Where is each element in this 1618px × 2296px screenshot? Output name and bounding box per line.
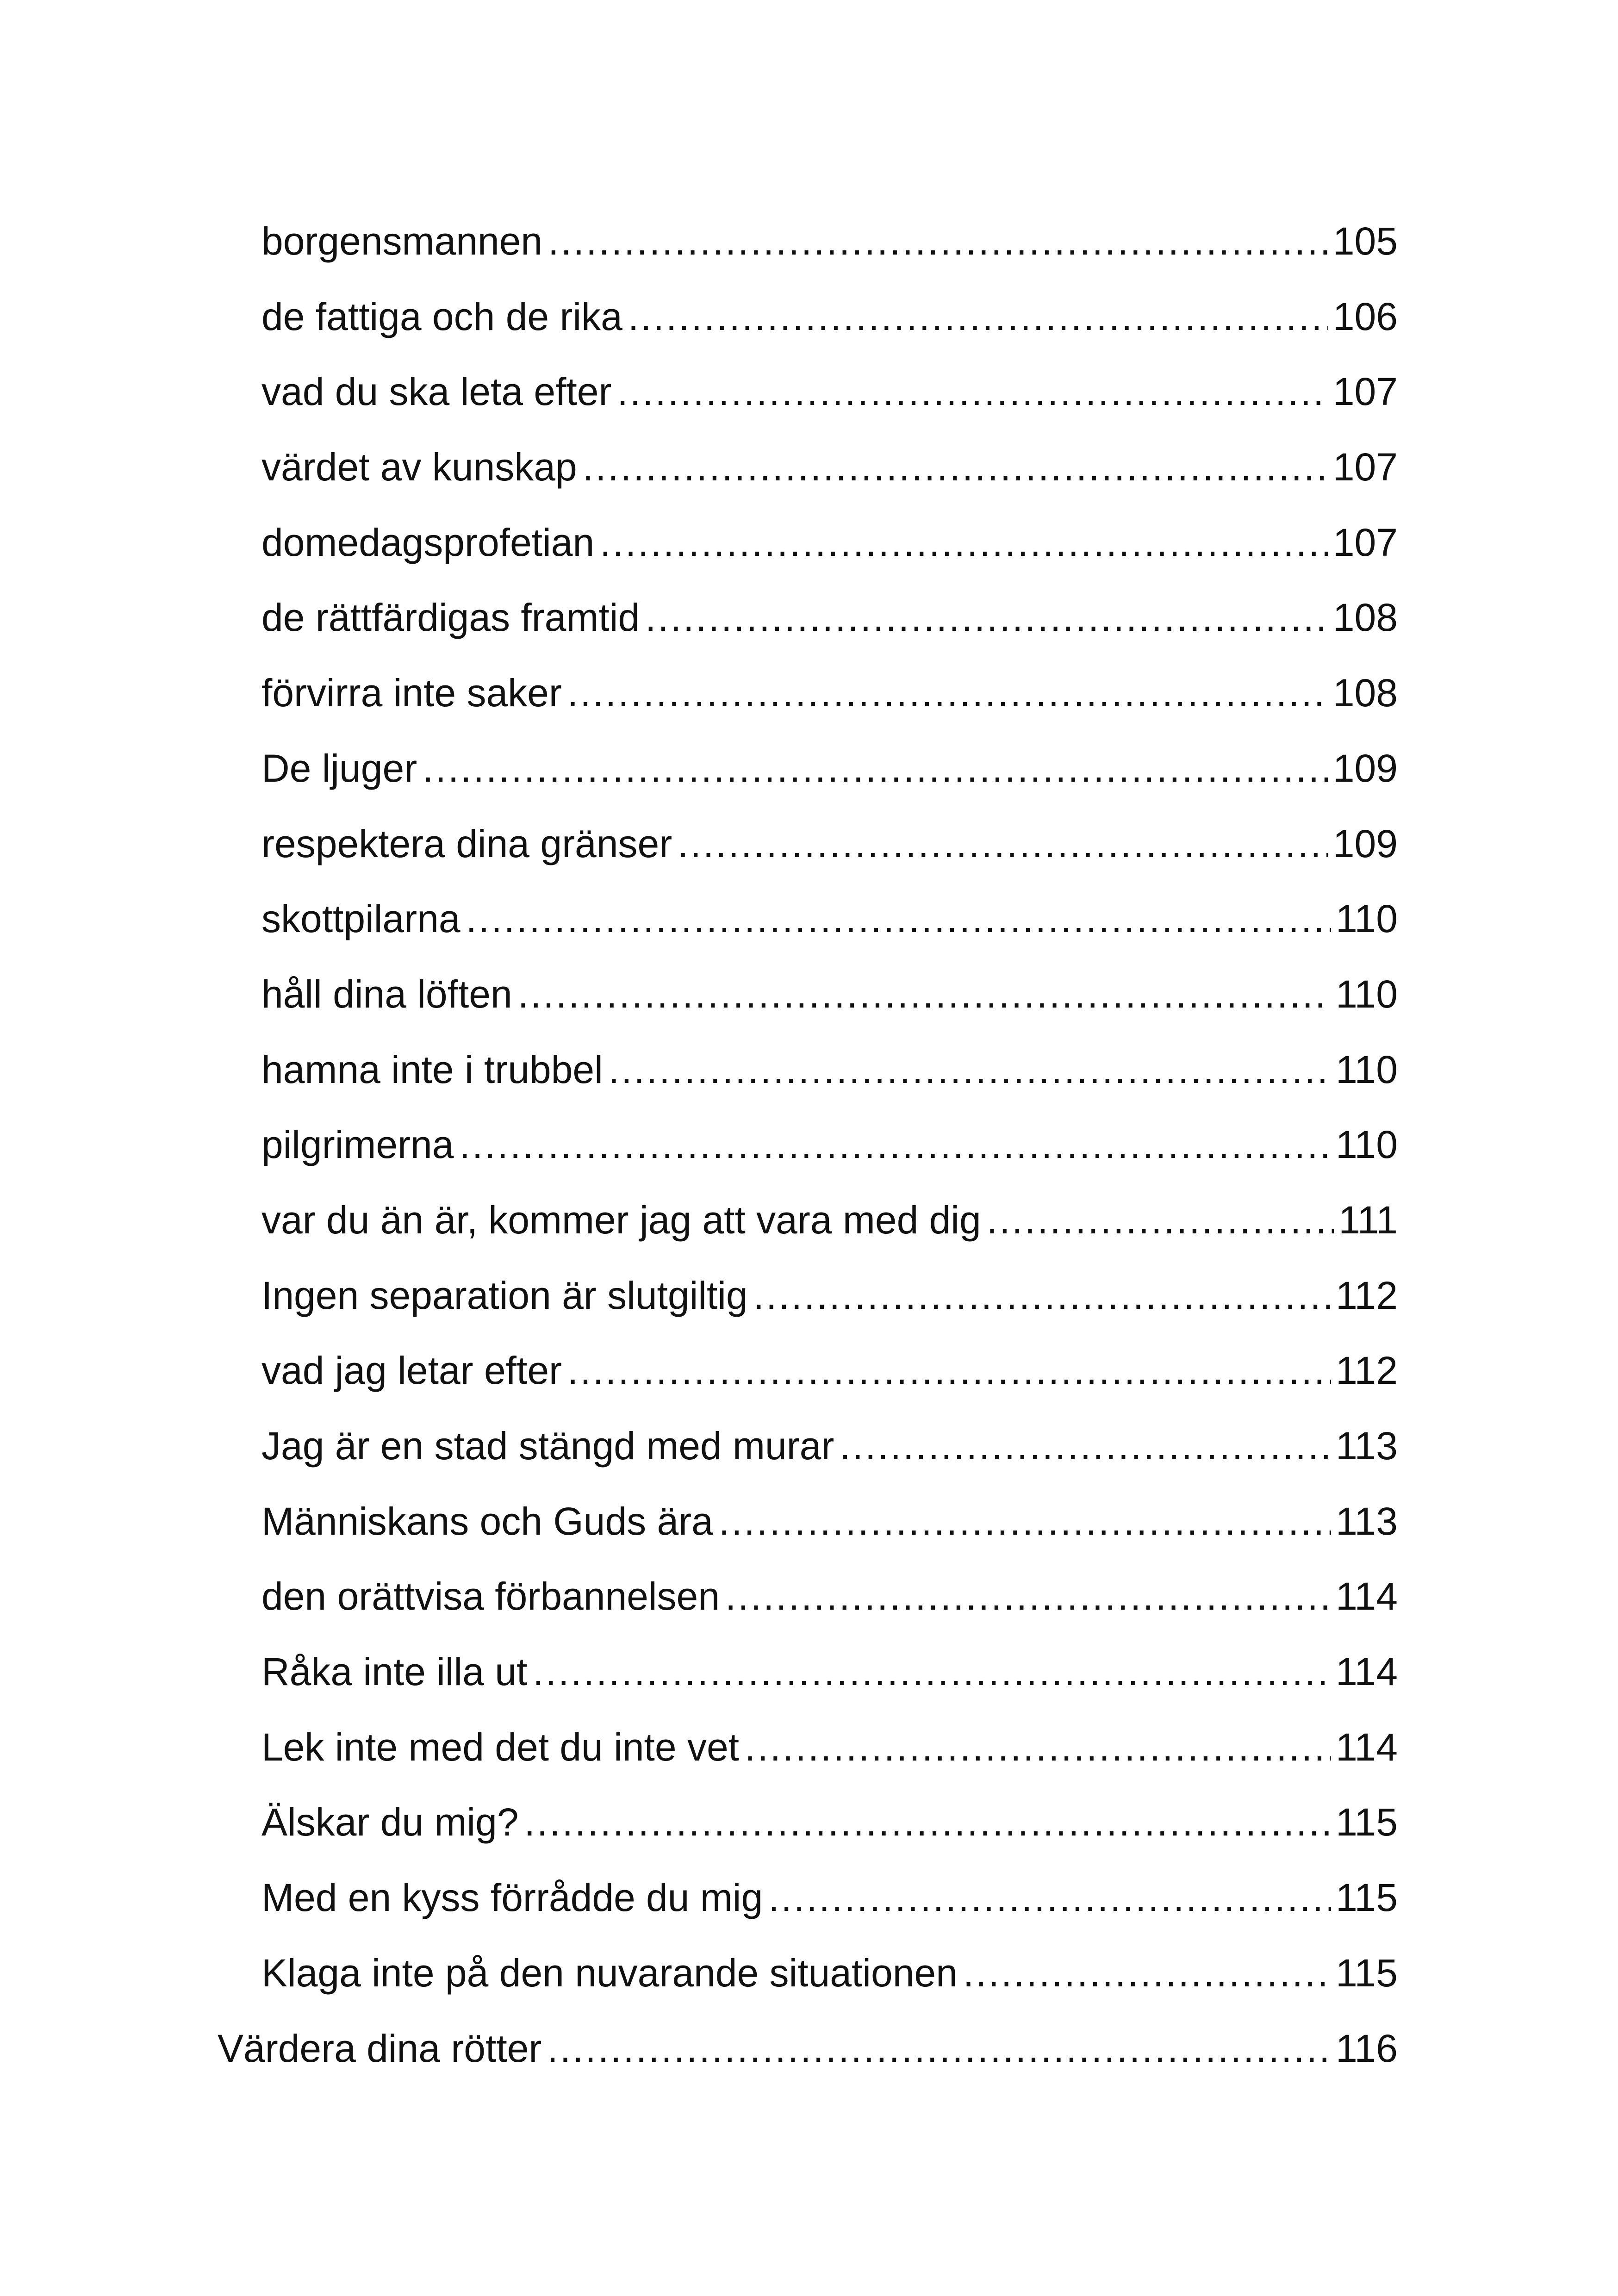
toc-entry[interactable] xyxy=(0,1710,1398,1785)
toc-entry[interactable] xyxy=(0,505,1398,580)
toc-entry[interactable] xyxy=(0,957,1398,1032)
toc-entry-title: Älskar du mig? xyxy=(261,1800,519,1844)
toc-entry-page: 114 xyxy=(1336,1725,1398,1769)
toc-entry-page: 110 xyxy=(1336,1123,1398,1167)
toc-entry-page: 114 xyxy=(1336,1650,1398,1694)
dot-leader xyxy=(628,279,1328,355)
toc-entry-page: 109 xyxy=(1332,746,1398,790)
toc-entry-title: borgensmannen xyxy=(261,219,543,263)
toc-entry-title: de rättfärdigas framtid xyxy=(261,596,640,640)
toc-entry-title: Råka inte illa ut xyxy=(261,1650,528,1694)
toc-entry-title: värdet av kunskap xyxy=(261,445,577,489)
dot-leader xyxy=(645,580,1328,655)
toc-entry-title: var du än är, kommer jag att vara med dig xyxy=(261,1198,981,1242)
dot-leader xyxy=(460,1107,1332,1182)
toc-entry-title: Jag är en stad stängd med murar xyxy=(261,1424,834,1468)
toc-entry[interactable] xyxy=(0,204,1398,279)
toc-entry-page: 107 xyxy=(1332,520,1398,564)
toc-entry-chapter[interactable] xyxy=(0,2011,1398,2086)
toc-entry-page: 115 xyxy=(1336,1800,1398,1844)
dot-leader xyxy=(547,2011,1331,2086)
toc-entry-page: 113 xyxy=(1336,1499,1398,1543)
toc-entry[interactable] xyxy=(0,279,1398,355)
toc-entry[interactable] xyxy=(0,1408,1398,1484)
dot-leader xyxy=(548,204,1328,279)
toc-entry-page: 107 xyxy=(1332,445,1398,489)
dot-leader xyxy=(987,1182,1334,1258)
toc-entry[interactable] xyxy=(0,1935,1398,2011)
toc-entry-page: 110 xyxy=(1336,972,1398,1016)
dot-leader xyxy=(567,655,1328,731)
dot-leader xyxy=(518,957,1331,1032)
toc-entry-page: 114 xyxy=(1336,1574,1398,1618)
dot-leader xyxy=(745,1710,1331,1785)
toc-entry-page: 113 xyxy=(1336,1424,1398,1468)
toc-entry-title: Lek inte med det du inte vet xyxy=(261,1725,739,1769)
dot-leader xyxy=(524,1785,1332,1860)
toc-entry-page: 112 xyxy=(1336,1273,1398,1317)
toc-entry-title: Med en kyss förrådde du mig xyxy=(261,1876,763,1920)
toc-entry-page: 110 xyxy=(1336,897,1398,941)
toc-entry-page: 108 xyxy=(1332,671,1398,715)
toc-entry[interactable] xyxy=(0,1258,1398,1333)
toc-entry-title: hamna inte i trubbel xyxy=(261,1047,603,1091)
toc-entry-title: Värdera dina rötter xyxy=(218,2026,542,2070)
toc-entry-page: 106 xyxy=(1332,294,1398,338)
toc-entry[interactable] xyxy=(0,580,1398,655)
toc-entry[interactable] xyxy=(0,1860,1398,1935)
dot-leader xyxy=(963,1935,1331,2011)
toc-entry-title: pilgrimerna xyxy=(261,1123,454,1167)
dot-leader xyxy=(753,1258,1331,1333)
toc-entry-title: vad jag letar efter xyxy=(261,1349,562,1393)
toc-entry-page: 116 xyxy=(1336,2026,1398,2070)
dot-leader xyxy=(600,505,1328,580)
toc-entry-title: De ljuger xyxy=(261,746,417,790)
dot-leader xyxy=(768,1860,1331,1935)
toc-entry-title: Klaga inte på den nuvarande situationen xyxy=(261,1951,958,1995)
toc-entry-title: den orättvisa förbannelsen xyxy=(261,1574,720,1618)
toc-entry[interactable] xyxy=(0,1484,1398,1559)
dot-leader xyxy=(567,1333,1331,1408)
toc-entry[interactable] xyxy=(0,1333,1398,1408)
dot-leader xyxy=(423,731,1328,806)
toc-entry-page: 109 xyxy=(1332,821,1398,865)
dot-leader xyxy=(617,354,1328,429)
toc-entry-page: 107 xyxy=(1332,370,1398,414)
toc-entry[interactable] xyxy=(0,1634,1398,1710)
dot-leader xyxy=(678,806,1328,882)
toc-entry-title: de fattiga och de rika xyxy=(261,294,622,338)
toc-entry-title: Människans och Guds ära xyxy=(261,1499,713,1543)
toc-entry-page: 105 xyxy=(1332,219,1398,263)
dot-leader xyxy=(840,1408,1331,1484)
toc-entry[interactable] xyxy=(0,655,1398,731)
dot-leader xyxy=(719,1484,1331,1559)
toc-entry-title: förvirra inte saker xyxy=(261,671,562,715)
dot-leader xyxy=(466,881,1332,957)
dot-leader xyxy=(725,1559,1331,1634)
toc-entry[interactable] xyxy=(0,881,1398,957)
toc-entry-page: 115 xyxy=(1336,1876,1398,1920)
toc-entry[interactable] xyxy=(0,1559,1398,1634)
toc-entry-title: håll dina löften xyxy=(261,972,512,1016)
toc-entry[interactable] xyxy=(0,1785,1398,1860)
toc-entry-title: vad du ska leta efter xyxy=(261,370,612,414)
toc-entry[interactable] xyxy=(0,1107,1398,1182)
dot-leader xyxy=(609,1032,1331,1108)
dot-leader xyxy=(583,429,1328,505)
toc-entry-page: 115 xyxy=(1336,1951,1398,1995)
toc-entry[interactable] xyxy=(0,429,1398,505)
toc-entry-title: respektera dina gränser xyxy=(261,821,672,865)
dot-leader xyxy=(533,1634,1331,1710)
table-of-contents xyxy=(0,204,1618,2086)
toc-entry-page: 112 xyxy=(1336,1349,1398,1393)
toc-entry[interactable] xyxy=(0,1182,1398,1258)
toc-entry-title: skottpilarna xyxy=(261,897,461,941)
toc-entry[interactable] xyxy=(0,1032,1398,1108)
toc-entry-title: Ingen separation är slutgiltig xyxy=(261,1273,748,1317)
toc-entry-page: 110 xyxy=(1336,1047,1398,1091)
toc-entry-page: 108 xyxy=(1332,596,1398,640)
toc-entry[interactable] xyxy=(0,731,1398,806)
toc-entry-page: 111 xyxy=(1338,1198,1398,1242)
toc-entry[interactable] xyxy=(0,806,1398,882)
toc-entry-title: domedagsprofetian xyxy=(261,520,595,564)
toc-entry[interactable] xyxy=(0,354,1398,429)
